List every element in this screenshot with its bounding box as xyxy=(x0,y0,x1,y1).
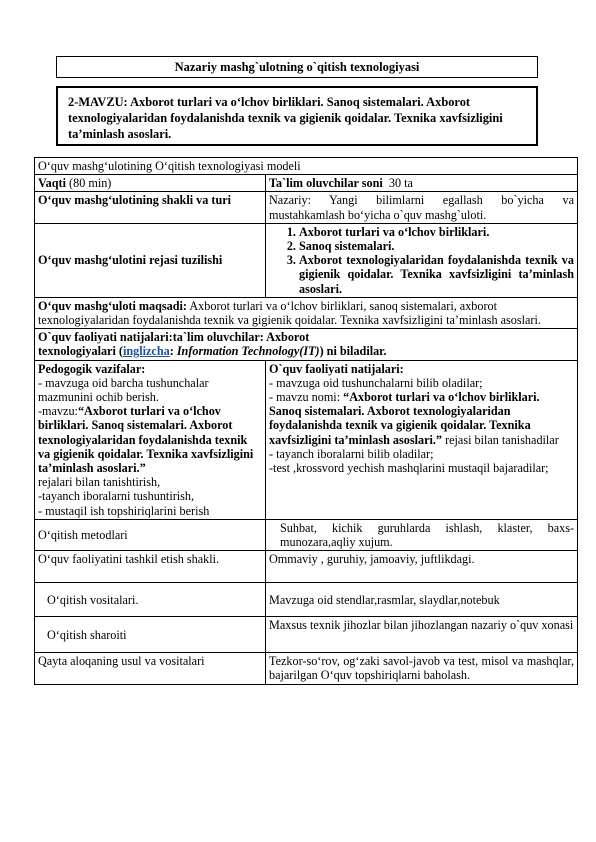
results-line-2: texnologiyalari ( xyxy=(38,344,123,359)
plan-list xyxy=(269,225,574,296)
time-row xyxy=(35,175,578,192)
ped-tasks-prefix: -mavzu: xyxy=(38,404,78,419)
conditions-value: Maxsus texnik jihozlar bilan jihozlangan nazariy o`quv xonasi xyxy=(266,617,578,653)
activity-item: - mavzuga oid tushunchalarni bilib oladilar; xyxy=(269,375,483,390)
ped-tasks-item: - mustaqil ish topshiriqlarini berish xyxy=(38,503,210,518)
students-value: 30 ta xyxy=(388,176,413,191)
methods-label: O‘qitish metodlari xyxy=(35,519,266,550)
conditions-row xyxy=(35,617,578,653)
plan-label: O‘quv mashg‘ulotini rejasi tuzilishi xyxy=(35,223,266,297)
goal-row xyxy=(35,297,578,328)
students-cell xyxy=(266,175,578,192)
tools-label: O‘qitish vositalari. xyxy=(35,583,266,617)
time-label: Vaqti xyxy=(38,176,66,191)
feedback-row xyxy=(35,653,578,684)
ped-tasks-title: Pedogogik vazifalar: xyxy=(38,361,146,376)
results-line-1: O`quv faoliyati natijalari:ta`lim oluvchilar: Axborot xyxy=(38,330,310,345)
lesson-model-table xyxy=(34,157,578,685)
ped-tasks-topic: “Axborot turlari va o‘lchov birliklari. Sanoq sistemalari. Axborot texnologiyalaridan foydalanishda texnik va gigienik qoidalar. Texnika xavfsizligini ta’minlash asoslari.” xyxy=(38,404,254,476)
time-value: (80 min) xyxy=(69,176,112,191)
feedback-value: Tezkor-so‘rov, og‘zaki savol-javob va test, misol va mashqlar, bajarilgan O‘quv topshiriqlarni baholash. xyxy=(266,653,578,684)
activity-item: -test ,krossvord yechish mashqlarini mustaqil bajaradilar; xyxy=(269,461,549,476)
page-title: Nazariy mashg`ulotning o`qitish texnologiyasi xyxy=(56,56,538,78)
conditions-label: O‘qitish sharoiti xyxy=(35,617,266,653)
topic-box xyxy=(56,86,538,146)
activity-topic: “Axborot turlari va o‘lchov birliklari. Sanoq sistemalari. Axborot texnologiyalaridan foydalanishda texnik va gigienik qoidalar. Texnika xavfsizligini ta’minlash asoslari.” xyxy=(269,390,540,447)
form-row xyxy=(35,192,578,223)
ped-tasks-item: rejalari bilan tanishtirish, xyxy=(38,475,161,490)
topic-text: 2-MAVZU: Axborot turlari va o‘lchov birliklari. Sanoq sistemalari. Axborot texnologiyalaridan foydalanishda texnik va gigienik qoidalar. Texnika xavfsizligini ta’minlash asoslari. xyxy=(68,95,503,141)
plan-cell xyxy=(266,223,578,297)
ped-tasks-item: -tayanch iboralarni tushuntirish, xyxy=(38,489,195,504)
results-row xyxy=(35,329,578,360)
plan-item: 1. Axborot turlari va o‘lchov birliklari. xyxy=(299,225,574,239)
results-end: ) ni biladilar. xyxy=(319,344,387,359)
activity-cell xyxy=(266,360,578,519)
methods-value: Suhbat, kichik guruhlarda ishlash, klaster, baxs-munozara,aqliy xujum. xyxy=(266,519,578,550)
plan-item: 2. Sanoq sistemalari. xyxy=(299,239,574,253)
org-value: Ommaviy , guruhiy, jamoaviy, juftlikdagi. xyxy=(266,551,578,583)
goal-label: O‘quv mashg‘uloti maqsadi: xyxy=(38,298,187,313)
goal-cell xyxy=(35,297,578,328)
form-value: Nazariy: Yangi bilimlarni egallash bo`yicha va mustahkamlash bo‘yicha o`quv mashg`uloti. xyxy=(266,192,578,223)
ped-tasks-item: - mavzuga oid barcha tushunchalar mazmunini ochib berish. xyxy=(38,375,209,405)
results-term: Information Technology(IT) xyxy=(176,344,320,359)
org-row xyxy=(35,551,578,583)
form-label: O‘quv mashg‘ulotining shakli va turi xyxy=(35,192,266,223)
ped-tasks-cell xyxy=(35,360,266,519)
tasks-row xyxy=(35,360,578,519)
activity-prefix: - mavzu nomi: xyxy=(269,390,341,405)
tools-row xyxy=(35,583,578,617)
results-cell xyxy=(35,329,578,360)
activity-item: - tayanch iboralarni bilib oladilar; xyxy=(269,446,434,461)
table-header: O‘quv mashg‘ulotining O‘qitish texnologiyasi modeli xyxy=(35,158,578,175)
methods-row xyxy=(35,519,578,550)
org-label: O‘quv faoliyatini tashkil etish shakli. xyxy=(35,551,266,583)
tools-value: Mavzuga oid stendlar,rasmlar, slaydlar,notebuk xyxy=(266,583,578,617)
inglizcha-link[interactable]: inglizcha xyxy=(122,344,170,359)
plan-item: 3. Axborot texnologiyalaridan foydalanishda texnik va gigienik qoidalar. Texnika xavfsizligini ta’minlash asoslari. xyxy=(299,253,574,296)
time-cell xyxy=(35,175,266,192)
students-label: Ta`lim oluvchilar soni xyxy=(269,176,383,191)
results-colon: : xyxy=(169,344,177,359)
feedback-label: Qayta aloqaning usul va vositalari xyxy=(35,653,266,684)
plan-row xyxy=(35,223,578,297)
table-header-row xyxy=(35,158,578,175)
goal-text: Axborot turlari va o‘lchov birliklari, sanoq sistemalari, axborot texnologiyalaridan foydalanishda texnik va gigienik qoidalar. Texnika xavfsizligini ta’minlash asoslari. xyxy=(38,298,541,328)
activity-suffix: rejasi bilan tanishadilar xyxy=(442,432,559,447)
activity-title: O`quv faoliyati natijalari: xyxy=(269,361,404,376)
